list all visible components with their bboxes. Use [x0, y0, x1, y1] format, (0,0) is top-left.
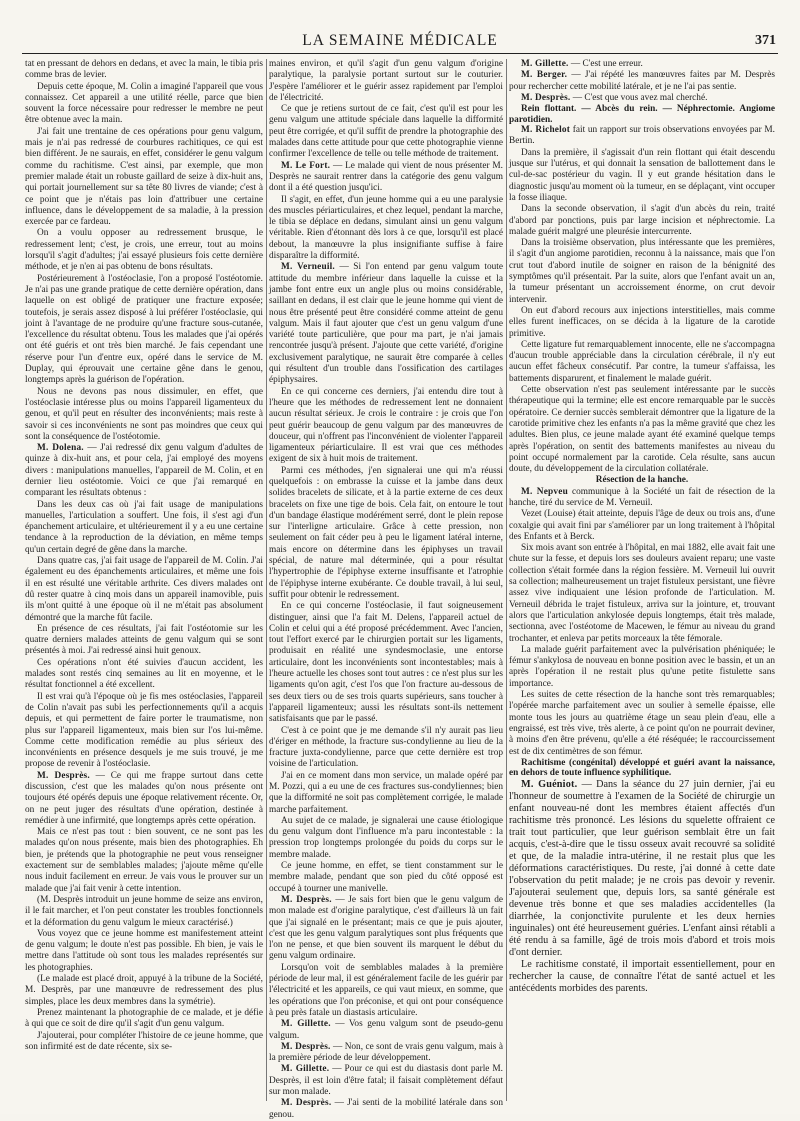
column-left	[25, 59, 263, 1101]
speaker-text: — Si l'on entend par genu valgum toute attitude du membre inférieur dans laquelle la cuisse et la jambe font entre eux un angle plus ou moins considérable, saillant en dedans, il est clair que le jeune homme qui vient de nous être présenté peut être considéré comme atteint de genu valgum. Mais il faut ajouter que c'est un genu valgum d'une variété toute particulière, que pour ma part, je n'ai jamais rencontrée jusqu'à présent. J'ajoute que cette variété, d'origine exclusivement paralytique, ne saurait être comparée à celles qui résultent d'un trouble dans l'ossification des cartilages épiphysaires.	[269, 262, 503, 386]
speaker-paragraph	[269, 895, 503, 963]
column-divider	[506, 59, 507, 1101]
page-number: 371	[755, 33, 776, 48]
section-heading: Rachitisme (congénital) développé et guéri avant la naissance, en dehors de toute influence syphilitique.	[509, 757, 775, 779]
paragraph: Ce que je retiens surtout de ce fait, c'est qu'il est pour les genu valgum une attitude spéciale dans laquelle la difformité peut être corrigée, et qu'il suffit de prendre la photographie des malades dans cette attitude pour que cette photographie vienne confirmer l'excellence de telle ou telle méthode de traitement.	[269, 104, 503, 160]
paragraph: Ce jeune homme, en effet, se tient constamment sur le membre malade, pendant que son pied du côté opposé est occupé à tourner une manivelle.	[269, 861, 503, 894]
speaker-name: M. Gillette.	[281, 1019, 331, 1030]
speaker-text: — Le malade qui vient de nous présenter M. Desprès ne saurait rentrer dans la catégorie des genu valgum dont il a été question jusqu'ici.	[269, 160, 503, 194]
paragraph: (M. Desprès introduit un jeune homme de seize ans environ, il le fait marcher, et l'on peut constater les troubles fonctionnels et la déformation du genu valgum le mieux caractérisé.)	[25, 894, 263, 928]
speaker-paragraph	[509, 59, 775, 70]
speaker-paragraph	[269, 1064, 503, 1098]
speaker-text: — Je sais fort bien que le genu valgum de mon malade est d'origine paralytique, c'est d'ailleurs là un fait que j'ai signalé en le présentant; mais ce que je puis ajouter, c'est que les genu valgum paralytiques sont plus fréquents que l'on ne pense, et que bien souvent ils marquent le début du genu valgum ordinaire.	[269, 894, 503, 962]
paragraph: En ce qui concerne ces derniers, j'ai entendu dire tout à l'heure que les méthodes de redressement lent ne donnaient aucun résultat sérieux. Je crois le contraire : je crois que l'on peut guérir beaucoup de genu valgum par des manœuvres de douceur, qui n'offrent pas l'inconvénient de violenter l'appareil ligamenteux périarticulaire. Il est vrai que ces méthodes exigent de six à huit mois de traitement.	[269, 386, 503, 465]
section-heading: Résection de la hanche.	[595, 475, 689, 486]
speaker-paragraph	[509, 70, 775, 93]
paragraph: Ces opérations n'ont été suivies d'aucun accident, les malades sont restés cinq semaines au lit en moyenne, et le résultat fonctionnel a été excellent.	[25, 657, 263, 691]
paragraph: La malade guérit parfaitement avec la pulvérisation phéniquée; le fémur s'ankylosa de nouveau en bonne position avec le bassin, et un an après l'opération il ne restait plus qu'une petite fistulette sans importance.	[509, 644, 775, 689]
speaker-paragraph	[269, 161, 503, 195]
speaker-name: M. Gillette.	[281, 1064, 330, 1075]
paragraph: Il est vrai qu'à l'époque où je fis mes ostéoclasies, l'appareil de Colin n'avait pas subi les perfectionnements qu'il a acquis depuis, et qui permettent de faire porter le traumatisme, non plus sur l'appareil ligamenteux, mais bien sur l'os lui-même. Comme cette modification remédie au plus sérieux des inconvénients en présence desquels je me suis trouvé, je me propose de revenir à l'ostéoclasie.	[25, 691, 263, 770]
speaker-paragraph	[269, 1019, 503, 1042]
speaker-name: M. Le Fort.	[281, 160, 331, 171]
paragraph: Vezet (Louise) était atteinte, depuis l'âge de deux ou trois ans, d'une coxalgie qui avait fini par s'améliorer par un long traitement à l'hôpital des Enfants et à Berck.	[509, 509, 775, 542]
paragraph: Mais ce n'est pas tout : bien souvent, ce ne sont pas les malades qu'on nous présente, mais bien des photographies. Eh bien, je prétends que la photographie ne peut vous renseigner exactement sur de semblables malades; j'ajoute même qu'elle nous induit facilement en erreur. Je vais vous le prouver sur un malade que j'ai fait venir à cette intention.	[25, 827, 263, 894]
speaker-name: M. Desprès.	[281, 1041, 331, 1052]
paragraph: On a voulu opposer au redressement brusque, le redressement lent; c'est, je crois, une erreur, tout au moins lorsqu'il s'agit d'adultes; j'ai essayé plusieurs fois cette dernière méthode, et je n'en ai pas obtenu de bons résultats.	[25, 228, 263, 273]
speaker-name: M. Desprès.	[281, 1098, 332, 1109]
paragraph: Le rachitisme constaté, il importait essentiellement, pour en rechercher la cause, de connaître l'état de santé actuel et les antécédents morbides des parents.	[509, 958, 775, 994]
header-rule	[22, 53, 778, 54]
speaker-paragraph	[509, 93, 775, 104]
speaker-paragraph	[25, 443, 263, 499]
paragraph: tat en pressant de dehors en dedans, et avec la main, le tibia pris comme bras de levier.	[25, 59, 263, 81]
paragraph: Dans la seconde observation, il s'agit d'un abcès du rein, traité d'abord par ponctions, puis par large incision et néphrectomie. La malade guérit malgré une pleurésie intercurrente.	[509, 204, 775, 237]
paragraph: Six mois avant son entrée à l'hôpital, en mai 1882, elle avait fait une chute sur la fesse, et depuis lors ses douleurs avaient reparu; une vaste collection s'était formée dans la région fessière. M. Verneuil lui ouvrit sa collection; malheureusement un trajet fistuleux persistant, une fièvre assez vive indiquaient une lésion profonde de l'articulation. M. Verneuil débrida le trajet fistuleux, arriva sur la jointure, et, trouvant alors que l'articulation ankylosée depuis longtemps, était très malade, sectionna, avec l'ostéotome de Macewen, le fémur au niveau du grand trochanter, et enleva par petits morceaux la tête fémorale.	[509, 543, 775, 644]
paragraph: Les suites de cette résection de la hanche sont très remarquables; l'opérée marche parfaitement avec un soulier à semelle épaisse, elle monte tous les jours au quatrième étage un seau plein d'eau, elle a engraissé, est très vive, très alerte, à ce point qu'on ne pourrait deviner, à moins d'en être prévenu, qu'elle a été réséquée; le raccourcissement est de dix centimètres de son fémur.	[509, 690, 775, 757]
paragraph: Parmi ces méthodes, j'en signalerai une qui m'a réussi quelquefois : on embrasse la cuisse et la jambe dans deux solides bracelets de silicate, et à la partie externe de ces deux bracelets on fixe une tige de bois. Cela fait, on entoure le tout d'un bandage élastique modérément serré, dont le plein repose sur l'interligne articulaire. Grâce à cette pression, non seulement on fait céder peu à peu le ligament latéral interne, mais encore on détermine dans les épiphyses un travail spécial, de nature mal déterminée, qui a pour résultat l'hypertrophie de l'épiphyse externe insuffisante et l'atrophie de l'épiphyse interne exubérante. Ce double travail, à lui seul, suffit pour obtenir le redressement.	[269, 465, 503, 600]
speaker-text: — J'ai senti de la mobilité latérale dans son genou.	[269, 1098, 503, 1120]
paragraph: Lorsqu'on voit de semblables malades à la première période de leur mal, il est généralement facile de les guérir par l'électricité et les appareils, ce qui vaut mieux, en somme, que les opérations que l'on préconise, et qui ont pour conséquence à peu près fatale un diastasis articulaire.	[269, 962, 503, 1018]
speaker-name: M. Nepveu	[521, 486, 568, 497]
speaker-paragraph	[25, 771, 263, 827]
speaker-name: M. Desprès.	[281, 894, 332, 905]
paragraph: J'ajouterai, pour compléter l'histoire de ce jeune homme, que son infirmité est de date récente, six se-	[25, 1030, 263, 1052]
speaker-text: — J'ai redressé dix genu valgum d'adultes de quinze à dix-huit ans, et pour cela, j'ai employé des moyens divers : manipulations manuelles, l'appareil de M. Colin, et en dernier lieu ostéotomie. Voici ce que j'ai remarqué en comparant les résultats obtenus :	[25, 443, 264, 499]
speaker-name: M. Desprès.	[521, 92, 571, 103]
speaker-text: — Pour ce qui est du diastasis dont parle M. Desprès, il est loin d'être fatal; il faisait complètement défaut sur mon malade.	[269, 1064, 504, 1098]
paragraph: (Le malade est placé droit, appuyé à la tribune de la Société, M. Desprès, par une manœuvre de redressement des plus simples, place les deux membres dans la symétrie).	[25, 974, 263, 1007]
speaker-name: M. Berger.	[521, 70, 568, 81]
speaker-name: M. Guéniot.	[521, 778, 578, 790]
gueniot-block	[509, 779, 775, 995]
column-middle	[269, 59, 504, 1120]
speaker-paragraph	[269, 262, 503, 386]
speaker-paragraph	[509, 487, 775, 510]
speaker-paragraph	[269, 1098, 503, 1121]
speaker-name: M. Verneuil.	[281, 262, 335, 273]
speaker-text: — C'est que vous avez mal cherché.	[570, 92, 708, 103]
journal-title: LA SEMAINE MÉDICALE	[302, 32, 498, 49]
paragraph: Cette ligature fut remarquablement innocente, elle ne s'accompagna d'aucun trouble appréciable dans la circulation cérébrale, il n'y eut aucun effet fâcheux consécutif. Par contre, la tumeur s'affaissa, les battements disparurent, et finalement le malade guérit.	[509, 339, 775, 384]
section-heading: Rein flottant. — Abcès du rein. — Néphrectomie. Angiome parotidien.	[509, 104, 775, 125]
speaker-name: M. Desprès.	[37, 770, 90, 781]
speaker-text: — Non, ce sont de vrais genu valgum, mais à la première période de leur développement.	[269, 1041, 503, 1064]
speaker-paragraph	[269, 1042, 503, 1065]
paragraph: Nous ne devons pas nous dissimuler, en effet, que l'ostéoclasie intéresse plus ou moins l'appareil ligamenteux du genou, et qu'il peut en résulter des inconvénients; mais reste à savoir si ces inconvénients ne sont pas moindres que ceux qui sont la conséquence de l'ostéotomie.	[25, 386, 263, 442]
paragraph: J'ai fait une trentaine de ces opérations pour genu valgum, mais je n'ai pas redressé de courbures rachitiques, ce qui est bien différent. Je ne saurais, en effet, considérer le genu valgum comme du rachitisme. C'est ainsi, par exemple, que mon premier malade était un robuste gaillard de seize à dix-huit ans, qui portait journellement sur sa tête 80 livres de viande; c'est à ce point que je n'étais pas loin d'attribuer une certaine influence, dans le développement de sa maladie, à la pression exercée par ce fardeau.	[25, 126, 263, 228]
speaker-text: communique à la Société un fait de résection de la hanche, tiré du service de M. Verneuil.	[509, 486, 775, 508]
speaker-text: — J'ai répété les manœuvres faites par M. Desprès pour rechercher cette mobilité latérale, et je ne l'ai pas sentie.	[509, 70, 776, 92]
column-divider	[266, 59, 267, 1101]
paragraph: En présence de ces résultats, j'ai fait l'ostéotomie sur les quatre derniers malades atteints de genu valgum qui se sont présentés à moi. J'ai redressé ainsi huit genoux.	[25, 623, 263, 657]
paragraph: Postérieurement à l'ostéoclasie, l'on a proposé l'ostéotomie. Je n'ai pas une grande pratique de cette dernière opération, dans laquelle on est obligé de pratiquer une fracture exposée; toutefois, je serais assez disposé à lui préférer l'ostéoclasie, qui joint à l'avantage de ne produire qu'une fracture sous-cutanée, l'excellence du résultat obtenu. Tous les malades que j'ai opérés ont été guéris et ont très bien marché. Je fais cependant une réserve pour l'un d'entre eux, opéré dans le service de M. Duplay, qui éprouvait une certaine gêne dans le genou, longtemps après la guérison de l'opération.	[25, 273, 263, 386]
paragraph: En ce qui concerne l'ostéoclasie, il faut soigneusement distinguer, ainsi que l'a fait M. Delens, l'appareil actuel de Colin et celui qui a été proposé précédemment. Avec l'ancien, tout l'effort exercé par le chirurgien portait sur les ligaments, produisait en réalité une syndesmoclasie, une entorse articulaire, dont les inconvénients sont incontestables; mais à l'heure actuelle les choses sont tout autres : ce n'est plus sur les ligaments qu'on agit, c'est l'os que l'on fracture au-dessous de ses deux tiers ou de ses trois quarts supérieurs, sans toucher à l'appareil ligamenteux; aussi les résultats sont-ils nettement satisfaisants que par le passé.	[269, 601, 503, 725]
paragraph: Dans quatre cas, j'ai fait usage de l'appareil de M. Colin. J'ai également eu des épanchements articulaires, et même une fois il en est résulté une véritable arthrite. Ces divers malades ont dû rester quatre à cinq mois dans un appareil inamovible, puis ils m'ont quitté à une époque où il ne m'était pas absolument démontré que la marche fût facile.	[25, 556, 263, 623]
paragraph: Dans les deux cas où j'ai fait usage de manipulations manuelles, l'articulation a souffert. Une fois, il s'est agi d'un épanchement articulaire, et ultérieurement il y a eu une certaine tendance à la reproduction de la déviation, en même temps qu'un certain degré de gêne dans la marche.	[25, 499, 263, 555]
speaker-text: — Dans la séance du 27 juin dernier, j'ai eu l'honneur de soumettre à l'examen de la Société de chirurgie un enfant nouveau-né dont les membres étaient affectés d'un rachitisme très prononcé. Les lésions du squelette offraient ce trait tout particulier, que leur guérison semblait être un fait acquis, c'est-à-dire que le tissu osseux avait recouvré sa solidité et que, de la maladie intra-utérine, il ne restait plus que les déformations caractéristiques. Du reste, j'ai donné à cette date l'observation du petit malade; je ne crois pas devoir y revenir. J'ajouterai seulement que, depuis lors, sa santé générale est devenue très bonne et que ses maladies accidentelles (la diarrhée, la conjonctivite purulente et les deux hernies inguinales) ont été heureusement guéries. L'enfant ainsi rétabli a été rendu à sa famille, âgé de trois mois d'abord et trois mois d'ont dernier.	[509, 778, 775, 958]
paragraph: Dans la troisième observation, plus intéressante que les premières, il s'agit d'un angiome parotidien, reconnu à la naissance, mais que l'on crut tout d'abord inutile de soigner en raison de la bénignité des symptômes qu'il présentait. Par la suite, alors que l'enfant avait un an, la tumeur présentant un accroissement énorme, on crut devoir intervenir.	[509, 238, 775, 305]
column-right	[509, 59, 775, 1101]
paragraph: Prenez maintenant la photographie de ce malade, et je défie à qui que ce soit de dire qu'il s'agit d'un genu valgum.	[25, 1007, 263, 1030]
paragraph: Vous voyez que ce jeune homme est manifestement atteint de genu valgum; le doute n'est pas possible. Eh bien, je vais le mettre dans l'attitude où sont tous les malades représentés sur les photographies.	[25, 928, 263, 973]
paragraph: Dans la première, il s'agissait d'un rein flottant qui était descendu jusque sur l'utérus, et qui donnait la sensation de ballottement dans le cul-de-sac postérieur du vagin. Il y eut grande hésitation dans le diagnostic jusqu'au moment où la tumeur, en se déplaçant, vint occuper la fosse iliaque.	[509, 147, 775, 203]
speaker-text: fait un rapport sur trois observations envoyées par M. Bertin.	[509, 125, 776, 147]
speaker-name: M. Dolena.	[37, 443, 84, 454]
page-header	[22, 30, 778, 54]
paragraph: Cette observation n'est pas seulement intéressante par le succès thérapeutique qui la termine; elle est encore remarquable par le succès opératoire. Ce dernier succès semblerait démontrer que la ligature de la carotide primitive chez les enfants n'a pas la même gravité que chez les adultes. Bien plus, ce jeune malade ayant été examiné quelque temps après l'opération, on sentit des battements manifestes au niveau du point occupé normalement par la carotide. Cela résulte, sans aucun doute, du développement de la circulation collatérale.	[509, 385, 775, 475]
speaker-name: M. Richelot	[521, 125, 571, 136]
paragraph: J'ai en ce moment dans mon service, un malade opéré par M. Pozzi, qui a eu une de ces fractures sus-condyliennes; bien que la difformité ne soit pas complètement corrigée, le malade marche parfaitement.	[269, 770, 503, 815]
paragraph: Au sujet de ce malade, je signalerai une cause étiologique du genu valgum dont l'influence m'a paru incontestable : la pression trop longtemps prolongée du poids du corps sur le membre malade.	[269, 815, 503, 860]
speaker-name: M. Gillette.	[521, 59, 569, 69]
paragraph: C'est à ce point que je me demande s'il n'y aurait pas lieu d'ériger en méthode, la fracture sus-condylienne au lieu de la fracture juxta-condylienne, parce que cette dernière est trop voisine de l'articulation.	[269, 725, 503, 770]
speaker-text: — Vos genu valgum sont de pseudo-genu valgum.	[269, 1019, 503, 1041]
paragraph: Depuis cette époque, M. Colin a imaginé l'appareil que vous connaissez. Cet appareil a une utilité réelle, parce que bien souvent la force nécessaire pour redresser le membre ne peut être obtenue avec la main.	[25, 81, 263, 126]
speaker-text: — C'est une erreur.	[568, 59, 643, 69]
paragraph: On eut d'abord recours aux injections interstitielles, mais comme elles furent inefficaces, on se décida à la ligature de la carotide primitive.	[509, 305, 775, 339]
paragraph: Il s'agit, en effet, d'un jeune homme qui a eu une paralysie des muscles périarticulaires, et chez lequel, pendant la marche, le tibia se déplace en dedans, simulant ainsi un genu valgum véritable. Rien d'étonnant dès lors à ce que, lorsqu'il est placé debout, la manœuvre la plus insignifiante suffise à faire disparaître la difformité.	[269, 194, 503, 262]
speaker-paragraph	[509, 779, 775, 959]
speaker-text: — Ce qui me frappe surtout dans cette discussion, c'est que les malades qu'on nous présente ont toujours été opérés depuis une époque relativement récente. Or, on ne peut juger des résultats d'une opération, destinée à remédier à une infirmité, que longtemps après cette opération.	[25, 770, 263, 826]
speaker-paragraph	[509, 125, 775, 148]
paragraph: maines environ, et qu'il s'agit d'un genu valgum d'origine paralytique, la paralysie portant surtout sur le couturier. J'espère l'améliorer et le guérir assez rapidement par l'emploi de l'électricité.	[269, 59, 503, 103]
